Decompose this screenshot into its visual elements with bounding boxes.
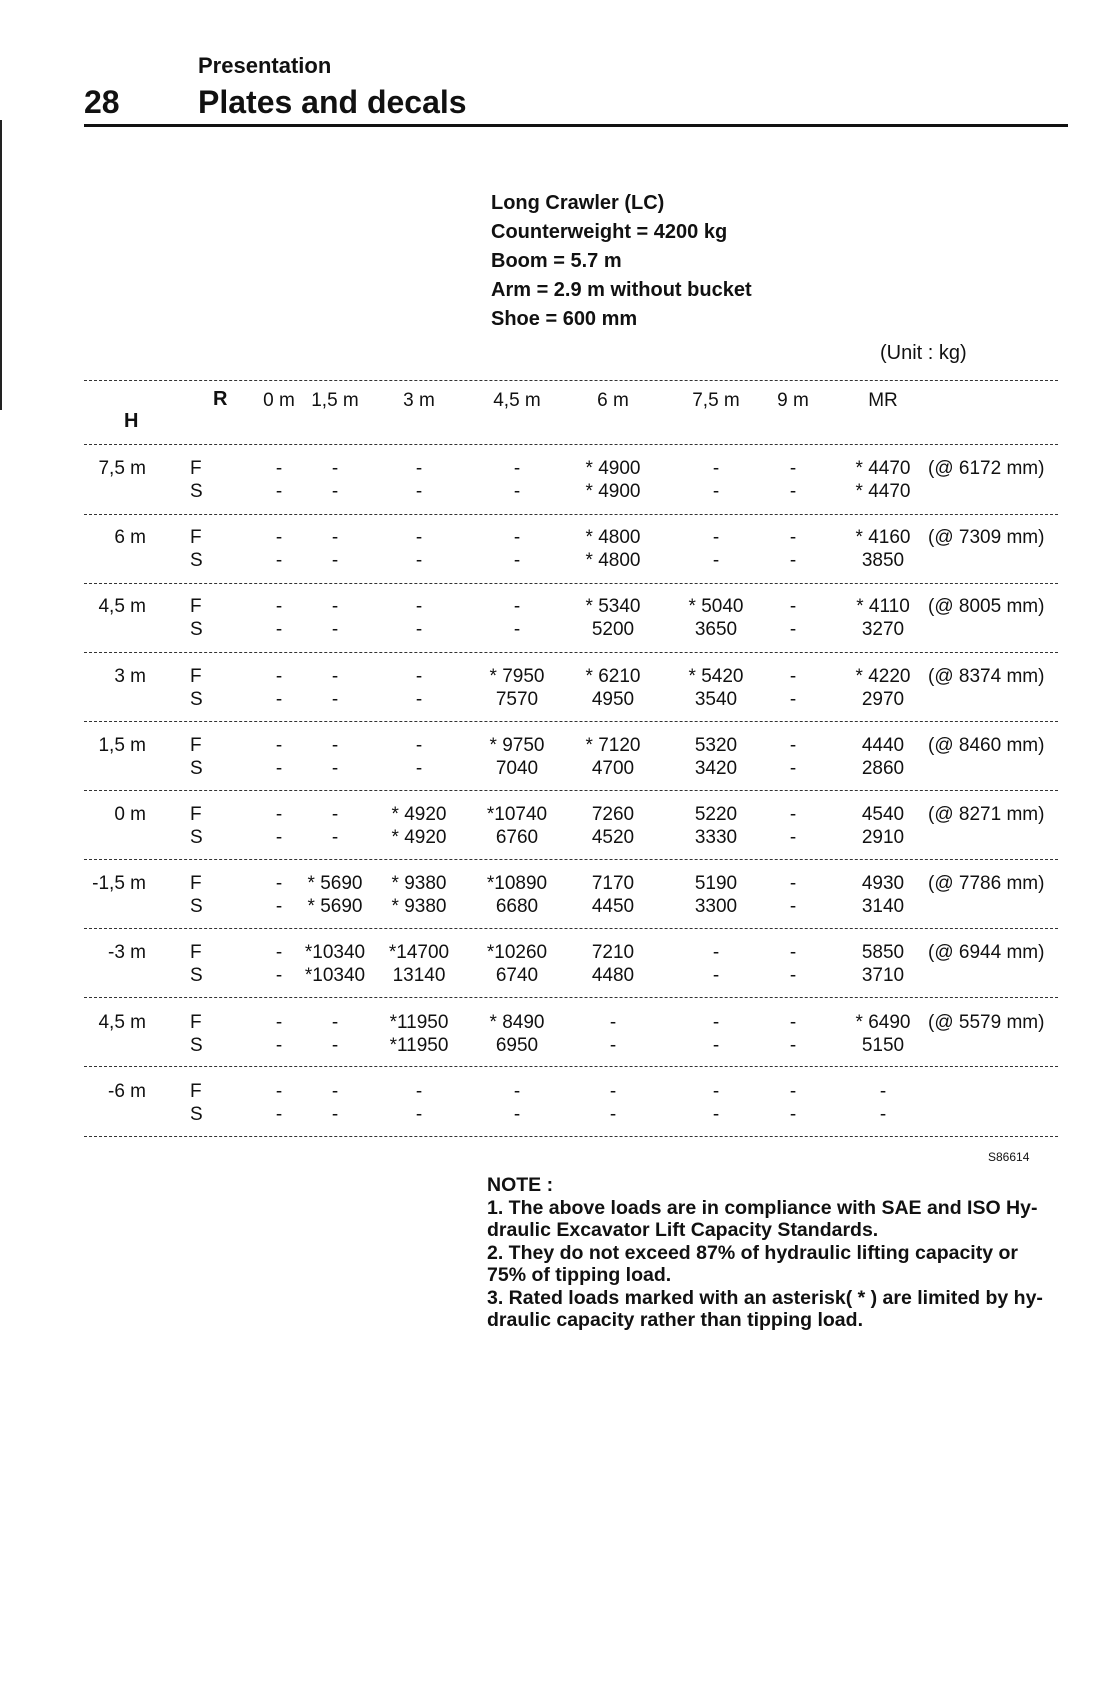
table-cell: - bbox=[331, 458, 339, 479]
table-cell: - bbox=[415, 596, 423, 618]
table-cell: 3850 bbox=[861, 550, 905, 572]
table-cell: * 4920 bbox=[391, 804, 447, 825]
table-cell: 7040 bbox=[495, 757, 539, 779]
column-header: 3 m bbox=[403, 390, 435, 411]
table-cell: - bbox=[789, 1103, 797, 1125]
table-cell: - bbox=[331, 527, 339, 549]
table-cell: - bbox=[275, 942, 283, 964]
table-cell: - bbox=[275, 527, 283, 549]
table-cell: - bbox=[789, 942, 797, 964]
table-cell: - bbox=[879, 1103, 887, 1125]
table-cell: 6740 bbox=[495, 965, 539, 987]
table-cell: 4700 bbox=[591, 757, 635, 779]
table-cell: - bbox=[275, 458, 283, 479]
table-cell: - bbox=[275, 1034, 283, 1056]
table-cell: - bbox=[789, 481, 797, 502]
row-s-label: S bbox=[190, 550, 203, 572]
table-cell: - bbox=[415, 527, 423, 549]
row-divider bbox=[84, 1066, 1058, 1067]
table-cell: - bbox=[789, 550, 797, 572]
spec-line: Boom = 5.7 m bbox=[491, 250, 622, 272]
table-cell: * 5420 bbox=[688, 665, 744, 687]
table-cell: 6950 bbox=[495, 1034, 539, 1056]
reach-distance: (@ 8374 mm) bbox=[928, 665, 1045, 687]
table-cell: - bbox=[789, 527, 797, 549]
table-cell: - bbox=[415, 757, 423, 779]
note-item: 3. Rated loads marked with an asterisk( * ) are limited by hy-draulic capacity rather than tipping load. bbox=[487, 1286, 1043, 1331]
row-s-label: S bbox=[190, 965, 203, 987]
note-item: 2. They do not exceed 87% of hydraulic lifting capacity or 75% of tipping load. bbox=[487, 1241, 1018, 1286]
header-rule bbox=[84, 124, 1068, 127]
row-f-label: F bbox=[190, 804, 202, 825]
table-cell: - bbox=[789, 1080, 797, 1102]
row-divider bbox=[84, 583, 1058, 584]
row-f-label: F bbox=[190, 596, 202, 618]
row-f-label: F bbox=[190, 1011, 202, 1033]
notes-title: NOTE : bbox=[487, 1174, 554, 1196]
table-cell: - bbox=[789, 873, 797, 895]
figure-code: S86614 bbox=[988, 1150, 1030, 1164]
row-f-label: F bbox=[190, 873, 202, 895]
table-cell: - bbox=[789, 688, 797, 710]
table-cell: 7260 bbox=[591, 804, 635, 825]
table-cell: * 6490 bbox=[855, 1011, 911, 1033]
table-cell: - bbox=[331, 688, 339, 710]
table-cell: - bbox=[513, 458, 521, 479]
r-header: R bbox=[213, 388, 228, 410]
section-label: Presentation bbox=[198, 53, 332, 78]
table-cell: 5850 bbox=[861, 942, 905, 964]
reach-distance: (@ 5579 mm) bbox=[928, 1011, 1045, 1033]
row-f-label: F bbox=[190, 458, 202, 479]
table-cell: - bbox=[275, 1103, 283, 1125]
table-cell: 4540 bbox=[861, 804, 905, 825]
spec-line: Arm = 2.9 m without bucket bbox=[491, 279, 752, 301]
row-height-label: 4,5 m bbox=[98, 1011, 146, 1033]
row-height-label: -1,5 m bbox=[92, 873, 146, 895]
row-height-label: 4,5 m bbox=[98, 596, 146, 618]
table-cell: - bbox=[331, 804, 339, 825]
margin-bar bbox=[0, 120, 2, 410]
table-cell: - bbox=[789, 665, 797, 687]
row-height-label: 1,5 m bbox=[98, 734, 146, 756]
row-f-label: F bbox=[190, 527, 202, 549]
table-cell: 2860 bbox=[861, 757, 905, 779]
table-cell: *10340 bbox=[304, 942, 366, 964]
table-cell: - bbox=[712, 458, 720, 479]
table-cell: *10740 bbox=[486, 804, 548, 825]
row-divider bbox=[84, 1136, 1058, 1137]
row-divider bbox=[84, 444, 1058, 445]
table-cell: * 9750 bbox=[489, 734, 545, 756]
table-cell: - bbox=[275, 827, 283, 848]
table-cell: - bbox=[789, 896, 797, 918]
table-cell: - bbox=[331, 1103, 339, 1125]
table-cell: 4480 bbox=[591, 965, 635, 987]
table-cell: - bbox=[331, 1034, 339, 1056]
row-divider bbox=[84, 380, 1058, 381]
table-cell: - bbox=[331, 827, 339, 848]
table-cell: - bbox=[789, 619, 797, 641]
table-cell: - bbox=[712, 1080, 720, 1102]
column-header: 7,5 m bbox=[692, 390, 740, 411]
row-height-label: 0 m bbox=[114, 804, 146, 825]
table-cell: 5200 bbox=[591, 619, 635, 641]
table-cell: - bbox=[712, 942, 720, 964]
row-s-label: S bbox=[190, 1034, 203, 1056]
table-cell: - bbox=[331, 596, 339, 618]
table-cell: 13140 bbox=[392, 965, 446, 987]
column-header: 6 m bbox=[597, 390, 629, 411]
table-cell: - bbox=[275, 1080, 283, 1102]
table-cell: * 4110 bbox=[856, 596, 910, 618]
table-cell: - bbox=[275, 665, 283, 687]
table-cell: - bbox=[712, 1011, 720, 1033]
table-cell: - bbox=[879, 1080, 887, 1102]
table-cell: - bbox=[415, 550, 423, 572]
table-cell: - bbox=[789, 734, 797, 756]
table-cell: - bbox=[275, 757, 283, 779]
reach-distance: (@ 8271 mm) bbox=[928, 804, 1045, 825]
reach-distance: (@ 7309 mm) bbox=[928, 527, 1045, 549]
table-cell: * 7120 bbox=[585, 734, 641, 756]
table-cell: * 4470 bbox=[855, 481, 911, 502]
table-cell: - bbox=[415, 1103, 423, 1125]
table-cell: - bbox=[789, 596, 797, 618]
table-cell: - bbox=[415, 665, 423, 687]
table-cell: - bbox=[513, 527, 521, 549]
table-cell: 7170 bbox=[591, 873, 635, 895]
table-cell: 7570 bbox=[495, 688, 539, 710]
table-cell: 5220 bbox=[694, 804, 738, 825]
row-s-label: S bbox=[190, 827, 203, 848]
table-cell: - bbox=[331, 550, 339, 572]
table-cell: - bbox=[609, 1080, 617, 1102]
table-cell: 5190 bbox=[694, 873, 738, 895]
table-cell: - bbox=[275, 619, 283, 641]
table-cell: - bbox=[275, 896, 283, 918]
row-height-label: 3 m bbox=[114, 665, 146, 687]
table-cell: - bbox=[712, 965, 720, 987]
table-cell: 3330 bbox=[694, 827, 738, 848]
column-header: 0 m bbox=[263, 390, 295, 411]
table-cell: - bbox=[712, 527, 720, 549]
table-cell: 2970 bbox=[861, 688, 905, 710]
table-cell: 3420 bbox=[694, 757, 738, 779]
row-s-label: S bbox=[190, 1103, 203, 1125]
page-number: 28 bbox=[84, 84, 120, 120]
table-cell: * 5690 bbox=[307, 873, 363, 895]
row-divider bbox=[84, 997, 1058, 998]
table-cell: *14700 bbox=[388, 942, 450, 964]
row-divider bbox=[84, 790, 1058, 791]
table-cell: - bbox=[712, 1103, 720, 1125]
table-cell: * 5040 bbox=[688, 596, 744, 618]
spec-line: Long Crawler (LC) bbox=[491, 192, 665, 214]
table-cell: - bbox=[331, 1080, 339, 1102]
notes bbox=[487, 1174, 1057, 1332]
table-cell: *11950 bbox=[389, 1011, 449, 1033]
table-cell: - bbox=[609, 1103, 617, 1125]
table-cell: - bbox=[275, 481, 283, 502]
table-cell: 4930 bbox=[861, 873, 905, 895]
table-cell: - bbox=[415, 688, 423, 710]
table-cell: * 4900 bbox=[585, 481, 641, 502]
table-cell: - bbox=[275, 965, 283, 987]
table-cell: - bbox=[331, 1011, 339, 1033]
row-divider bbox=[84, 514, 1058, 515]
spec-line: Counterweight = 4200 kg bbox=[491, 221, 728, 243]
table-cell: * 5690 bbox=[307, 896, 363, 918]
row-f-label: F bbox=[190, 665, 202, 687]
table-cell: - bbox=[609, 1034, 617, 1056]
table-cell: - bbox=[789, 458, 797, 479]
table-cell: * 4800 bbox=[585, 527, 641, 549]
row-s-label: S bbox=[190, 619, 203, 641]
table-cell: - bbox=[275, 804, 283, 825]
table-cell: - bbox=[712, 550, 720, 572]
row-height-label: -6 m bbox=[108, 1080, 146, 1102]
row-f-label: F bbox=[190, 734, 202, 756]
table-cell: - bbox=[609, 1011, 617, 1033]
note-item: 1. The above loads are in compliance with SAE and ISO Hy-draulic Excavator Lift Capacity Standards. bbox=[487, 1196, 1038, 1241]
table-cell: * 4900 bbox=[585, 458, 641, 479]
row-s-label: S bbox=[190, 896, 203, 918]
table-cell: - bbox=[331, 665, 339, 687]
table-cell: - bbox=[275, 734, 283, 756]
table-cell: * 9380 bbox=[391, 873, 447, 895]
table-cell: 3650 bbox=[694, 619, 738, 641]
table-cell: - bbox=[275, 873, 283, 895]
row-divider bbox=[84, 652, 1058, 653]
table-cell: *10340 bbox=[304, 965, 366, 987]
unit-label: (Unit : kg) bbox=[880, 342, 967, 364]
row-f-label: F bbox=[190, 1080, 202, 1102]
row-divider bbox=[84, 928, 1058, 929]
table-cell: * 4800 bbox=[585, 550, 641, 572]
reach-distance: (@ 6944 mm) bbox=[928, 942, 1045, 964]
table-cell: 6760 bbox=[495, 827, 539, 848]
table-cell: - bbox=[275, 550, 283, 572]
table-cell: - bbox=[275, 1011, 283, 1033]
table-cell: - bbox=[331, 757, 339, 779]
table-cell: * 4220 bbox=[855, 665, 911, 687]
table-cell: - bbox=[415, 734, 423, 756]
table-cell: - bbox=[513, 481, 521, 502]
table-cell: 2910 bbox=[861, 827, 905, 848]
table-cell: - bbox=[513, 619, 521, 641]
table-cell: 6680 bbox=[495, 896, 539, 918]
column-header: 1,5 m bbox=[311, 390, 359, 411]
h-header: H bbox=[124, 410, 139, 432]
row-f-label: F bbox=[190, 942, 202, 964]
row-s-label: S bbox=[190, 688, 203, 710]
table-cell: - bbox=[712, 481, 720, 502]
table-cell: *10890 bbox=[486, 873, 548, 895]
column-header: 4,5 m bbox=[493, 390, 541, 411]
table-cell: 3270 bbox=[861, 619, 905, 641]
table-cell: * 8490 bbox=[489, 1011, 545, 1033]
table-cell: - bbox=[415, 481, 423, 502]
reach-distance: (@ 8460 mm) bbox=[928, 734, 1045, 756]
table-cell: - bbox=[513, 596, 521, 618]
table-cell: - bbox=[513, 1103, 521, 1125]
table-cell: - bbox=[513, 550, 521, 572]
table-cell: - bbox=[789, 1034, 797, 1056]
table-cell: * 7950 bbox=[489, 665, 545, 687]
row-height-label: -3 m bbox=[108, 942, 146, 964]
table-cell: - bbox=[789, 757, 797, 779]
reach-distance: (@ 8005 mm) bbox=[928, 596, 1045, 618]
table-cell: - bbox=[789, 965, 797, 987]
table-cell: 3300 bbox=[694, 896, 738, 918]
table-cell: 3710 bbox=[861, 965, 905, 987]
table-cell: - bbox=[331, 734, 339, 756]
table-cell: - bbox=[275, 688, 283, 710]
table-cell: *10260 bbox=[486, 942, 548, 964]
table-cell: * 4160 bbox=[855, 527, 911, 549]
table-cell: - bbox=[331, 619, 339, 641]
page-title: Plates and decals bbox=[198, 84, 467, 120]
spec-line: Shoe = 600 mm bbox=[491, 308, 638, 330]
table-cell: 5320 bbox=[694, 734, 738, 756]
table-cell: - bbox=[415, 458, 423, 479]
row-s-label: S bbox=[190, 757, 203, 779]
table-cell: 5150 bbox=[861, 1034, 905, 1056]
table-cell: * 6210 bbox=[585, 665, 641, 687]
row-height-label: 7,5 m bbox=[98, 458, 146, 479]
reach-distance: (@ 7786 mm) bbox=[928, 873, 1045, 895]
table-cell: - bbox=[275, 596, 283, 618]
column-header: MR bbox=[868, 390, 898, 411]
column-header: 9 m bbox=[777, 390, 809, 411]
table-cell: - bbox=[331, 481, 339, 502]
table-cell: - bbox=[789, 804, 797, 825]
row-height-label: 6 m bbox=[114, 527, 146, 549]
table-cell: 4450 bbox=[591, 896, 635, 918]
table-cell: - bbox=[415, 619, 423, 641]
table-cell: 7210 bbox=[591, 942, 635, 964]
table-cell: - bbox=[789, 827, 797, 848]
table-cell: - bbox=[415, 1080, 423, 1102]
row-s-label: S bbox=[190, 481, 203, 502]
row-divider bbox=[84, 859, 1058, 860]
table-cell: - bbox=[712, 1034, 720, 1056]
table-cell: 4520 bbox=[591, 827, 635, 848]
table-cell: * 9380 bbox=[391, 896, 447, 918]
table-cell: 4440 bbox=[861, 734, 905, 756]
table-cell: 4950 bbox=[591, 688, 635, 710]
table-cell: 3540 bbox=[694, 688, 738, 710]
table-cell: *11950 bbox=[389, 1034, 449, 1056]
table-cell: - bbox=[789, 1011, 797, 1033]
row-divider bbox=[84, 721, 1058, 722]
table-cell: * 5340 bbox=[585, 596, 641, 618]
table-cell: * 4470 bbox=[855, 458, 911, 479]
table-cell: 3140 bbox=[861, 896, 905, 918]
table-cell: * 4920 bbox=[391, 827, 447, 848]
table-cell: - bbox=[513, 1080, 521, 1102]
reach-distance: (@ 6172 mm) bbox=[928, 458, 1045, 479]
